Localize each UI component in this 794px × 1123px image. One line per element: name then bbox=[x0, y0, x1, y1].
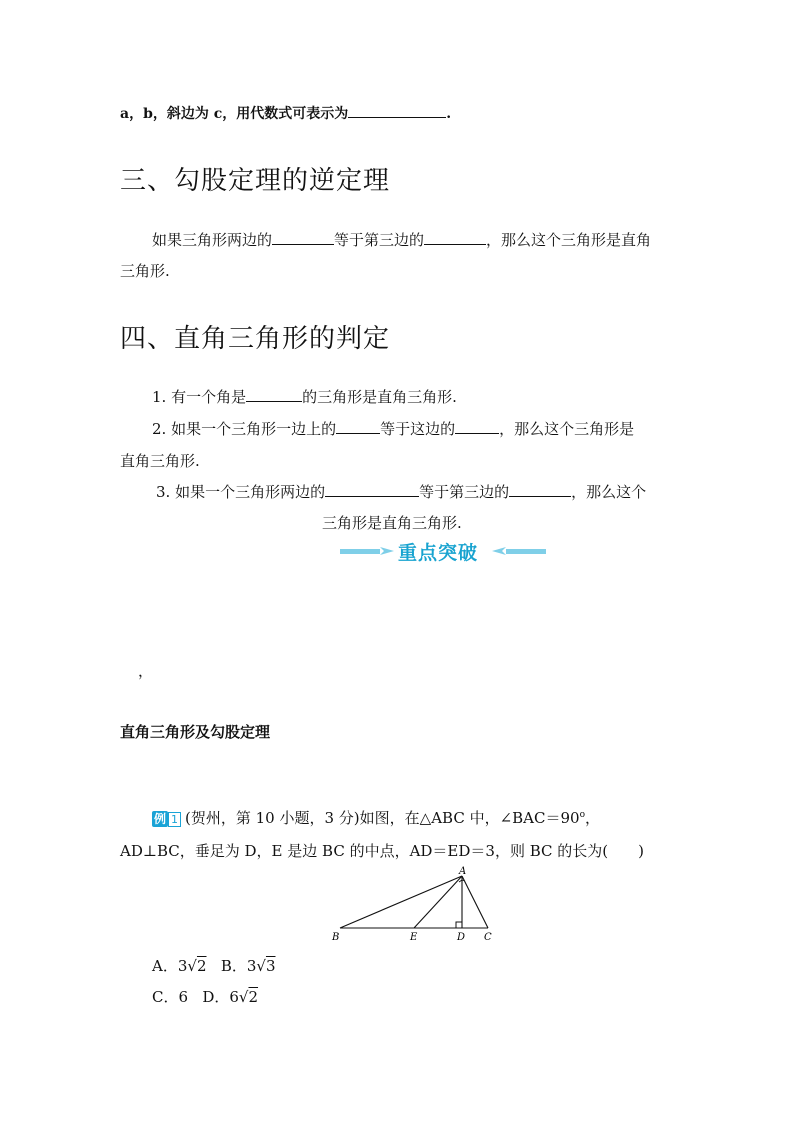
label-d: D bbox=[457, 932, 466, 943]
answer-blank[interactable] bbox=[246, 387, 302, 402]
answer-blank[interactable] bbox=[325, 482, 419, 497]
s4-item3-b: 等于第三边的 bbox=[419, 483, 510, 501]
banner-arrow-left-icon bbox=[380, 544, 394, 558]
example-number: 1 bbox=[168, 812, 181, 827]
topic-title: 直角三角形及勾股定理 bbox=[120, 723, 271, 741]
s4-item2-a: 2. 如果一个三角形一边上的 bbox=[152, 420, 337, 438]
option-a-label: A．3 bbox=[152, 957, 188, 975]
segment-ae bbox=[414, 876, 462, 928]
s3-text-d: 三角形. bbox=[120, 262, 170, 280]
stray-mark: ， bbox=[138, 662, 154, 680]
banner-arrow-right-icon bbox=[492, 544, 506, 558]
s4-item3-c: ，那么这个 bbox=[571, 483, 647, 501]
segment-ac bbox=[462, 876, 488, 928]
triangle-figure bbox=[326, 864, 502, 944]
option-d-label: D．6 bbox=[202, 988, 239, 1006]
s3-text-b: 等于第三边的 bbox=[334, 231, 425, 249]
example-text-a: (贺州，第 10 小题，3 分)如图，在△ABC 中，∠BAC＝90 bbox=[185, 809, 580, 827]
example-tag: 例 bbox=[154, 812, 167, 826]
option-b[interactable]: B．3√3 bbox=[220, 957, 276, 975]
section-3-title: 三、勾股定理的逆定理 bbox=[120, 166, 391, 196]
degree-mark: o bbox=[579, 810, 585, 820]
s4-item3-d: 三角形是直角三角形. bbox=[322, 514, 462, 532]
s4-item-3 bbox=[156, 481, 646, 502]
label-e: E bbox=[410, 932, 418, 943]
option-b-radicand: 3 bbox=[265, 957, 276, 975]
key-points-banner bbox=[340, 538, 546, 564]
option-d[interactable]: D．6√2 bbox=[202, 988, 259, 1006]
label-c: C bbox=[484, 932, 492, 943]
intro-text: a，b，斜边为 c，用代数式可表示为 bbox=[120, 106, 349, 122]
s4-item3-a: 3. 如果一个三角形两边的 bbox=[156, 483, 326, 501]
banner-title: 重点突破 bbox=[398, 542, 479, 564]
label-a: A bbox=[459, 866, 467, 877]
answer-blank[interactable] bbox=[424, 230, 486, 245]
option-a[interactable]: A．3√2 bbox=[152, 957, 207, 975]
s4-item2-b: 等于这边的 bbox=[380, 420, 456, 438]
label-b: B bbox=[332, 932, 340, 943]
example-1-line-2: AD⊥BC，垂足为 D，E 是边 BC 的中点，AD＝ED＝3，则 BC 的长为( ) bbox=[120, 842, 644, 860]
option-c[interactable]: C．6 bbox=[152, 988, 189, 1006]
s4-item1-a: 1. 有一个角是 bbox=[152, 388, 247, 406]
segment-ab bbox=[340, 876, 462, 928]
s4-item2-d: 直角三角形. bbox=[120, 452, 200, 470]
answer-blank[interactable] bbox=[336, 419, 380, 434]
example-1-line-1 bbox=[152, 807, 600, 828]
banner-bar-left bbox=[340, 549, 380, 554]
options-row-2 bbox=[152, 986, 258, 1007]
option-a-radicand: 2 bbox=[196, 957, 207, 975]
s3-text-c: ，那么这个三角形是直角 bbox=[486, 231, 652, 249]
s4-item-1 bbox=[152, 386, 457, 407]
option-b-label: B．3 bbox=[220, 957, 257, 975]
section-3-paragraph bbox=[152, 229, 651, 250]
example-text-b: ， bbox=[584, 809, 600, 827]
intro-line bbox=[120, 103, 451, 123]
options-row-1 bbox=[152, 955, 276, 976]
option-d-radicand: 2 bbox=[248, 988, 259, 1006]
answer-blank[interactable] bbox=[509, 482, 571, 497]
right-angle-mark-d bbox=[456, 922, 462, 928]
answer-blank[interactable] bbox=[455, 419, 499, 434]
s4-item-2 bbox=[152, 418, 634, 439]
intro-end: . bbox=[446, 106, 452, 122]
answer-blank[interactable] bbox=[272, 230, 334, 245]
section-4-title: 四、直角三角形的判定 bbox=[120, 324, 391, 354]
answer-blank[interactable] bbox=[348, 103, 446, 118]
banner-bar-right bbox=[506, 549, 546, 554]
s3-text-a: 如果三角形两边的 bbox=[152, 231, 273, 249]
s4-item1-b: 的三角形是直角三角形. bbox=[302, 388, 457, 406]
s4-item2-c: ，那么这个三角形是 bbox=[499, 420, 635, 438]
